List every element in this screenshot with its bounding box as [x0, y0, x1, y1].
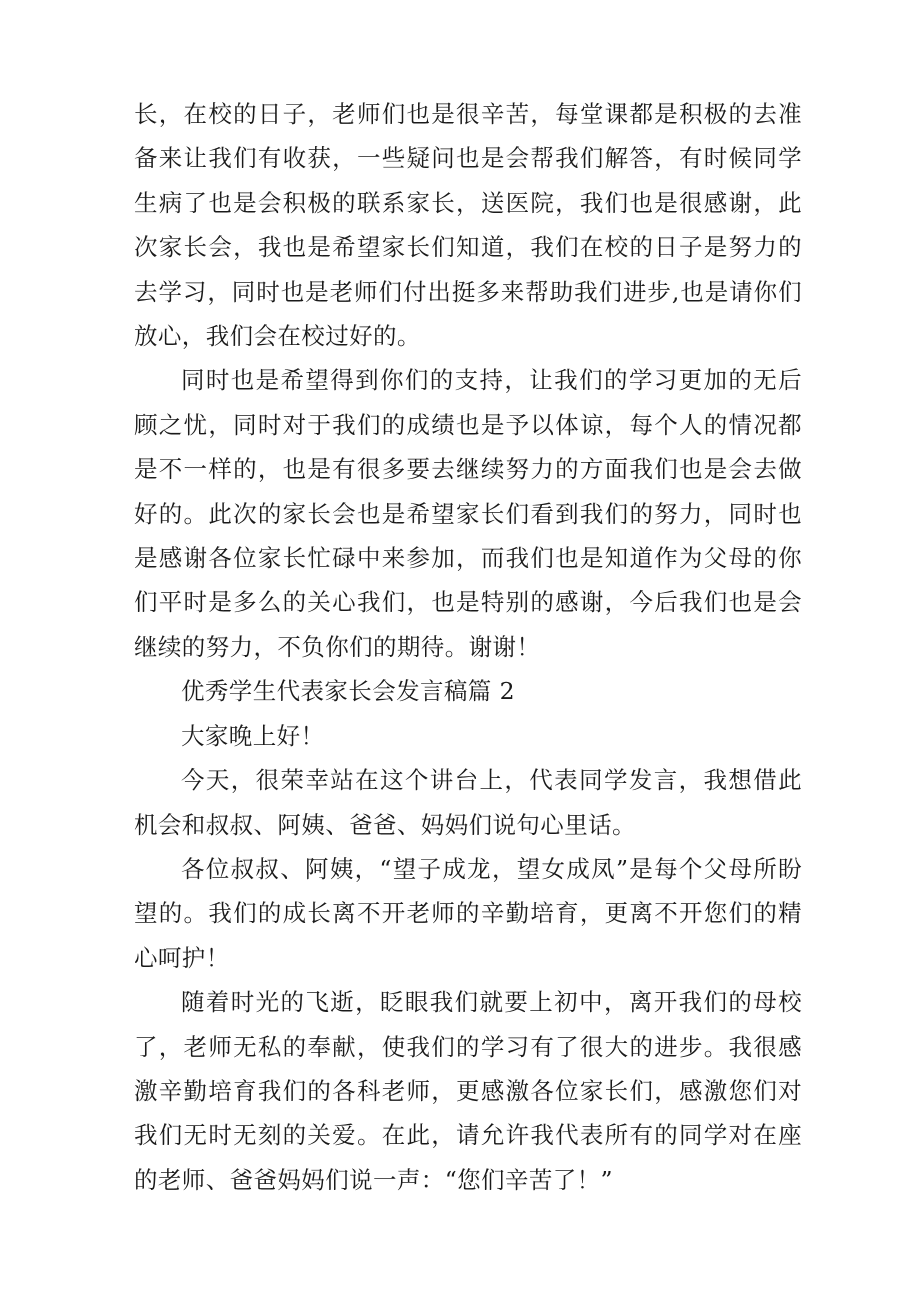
section-heading: 优秀学生代表家长会发言稿篇 2 [181, 677, 515, 706]
paragraph-4: 各位叔叔、阿姨，“望子成龙，望女成凤”是每个父母所盼望的。我们的成长离不开老师的辛勤培育，更离不开您们的精心呵护！ [134, 854, 802, 972]
greeting: 大家晚上好！ [181, 721, 325, 750]
paragraph-3: 今天，很荣幸站在这个讲台上，代表同学发言，我想借此机会和叔叔、阿姨、爸爸、妈妈们说句心里话。 [134, 766, 802, 839]
paragraph-1: 长，在校的日子，老师们也是很辛苦，每堂课都是积极的去准备来让我们有收获，一些疑问也是会帮我们解答，有时候同学生病了也是会积极的联系家长，送医院，我们也是很感谢，此次家长会，我也是希望家长们知道，我们在校的日子是努力的去学习，同时也是老师们付出挺多来帮助我们进步,也是请你们放心，我们会在校过好的。 [134, 100, 802, 351]
paragraph-5: 随着时光的飞逝，眨眼我们就要上初中，离开我们的母校了，老师无私的奉献，使我们的学习有了很大的进步。我很感激辛勤培育我们的各科老师，更感激各位家长们，感激您们对我们无时无刻的关爱。在此，请允许我代表所有的同学对在座的老师、爸爸妈妈们说一声：“您们辛苦了！” [134, 988, 802, 1194]
paragraph-2: 同时也是希望得到你们的支持，让我们的学习更加的无后顾之忧，同时对于我们的成绩也是予以体谅，每个人的情况都是不一样的，也是有很多要去继续努力的方面我们也是会去做好的。此次的家长会也是希望家长们看到我们的努力，同时也是感谢各位家长忙碌中来参加，而我们也是知道作为父母的你们平时是多么的关心我们，也是特别的感谢，今后我们也是会继续的努力，不负你们的期待。谢谢！ [134, 366, 802, 661]
document-body [134, 92, 802, 1202]
